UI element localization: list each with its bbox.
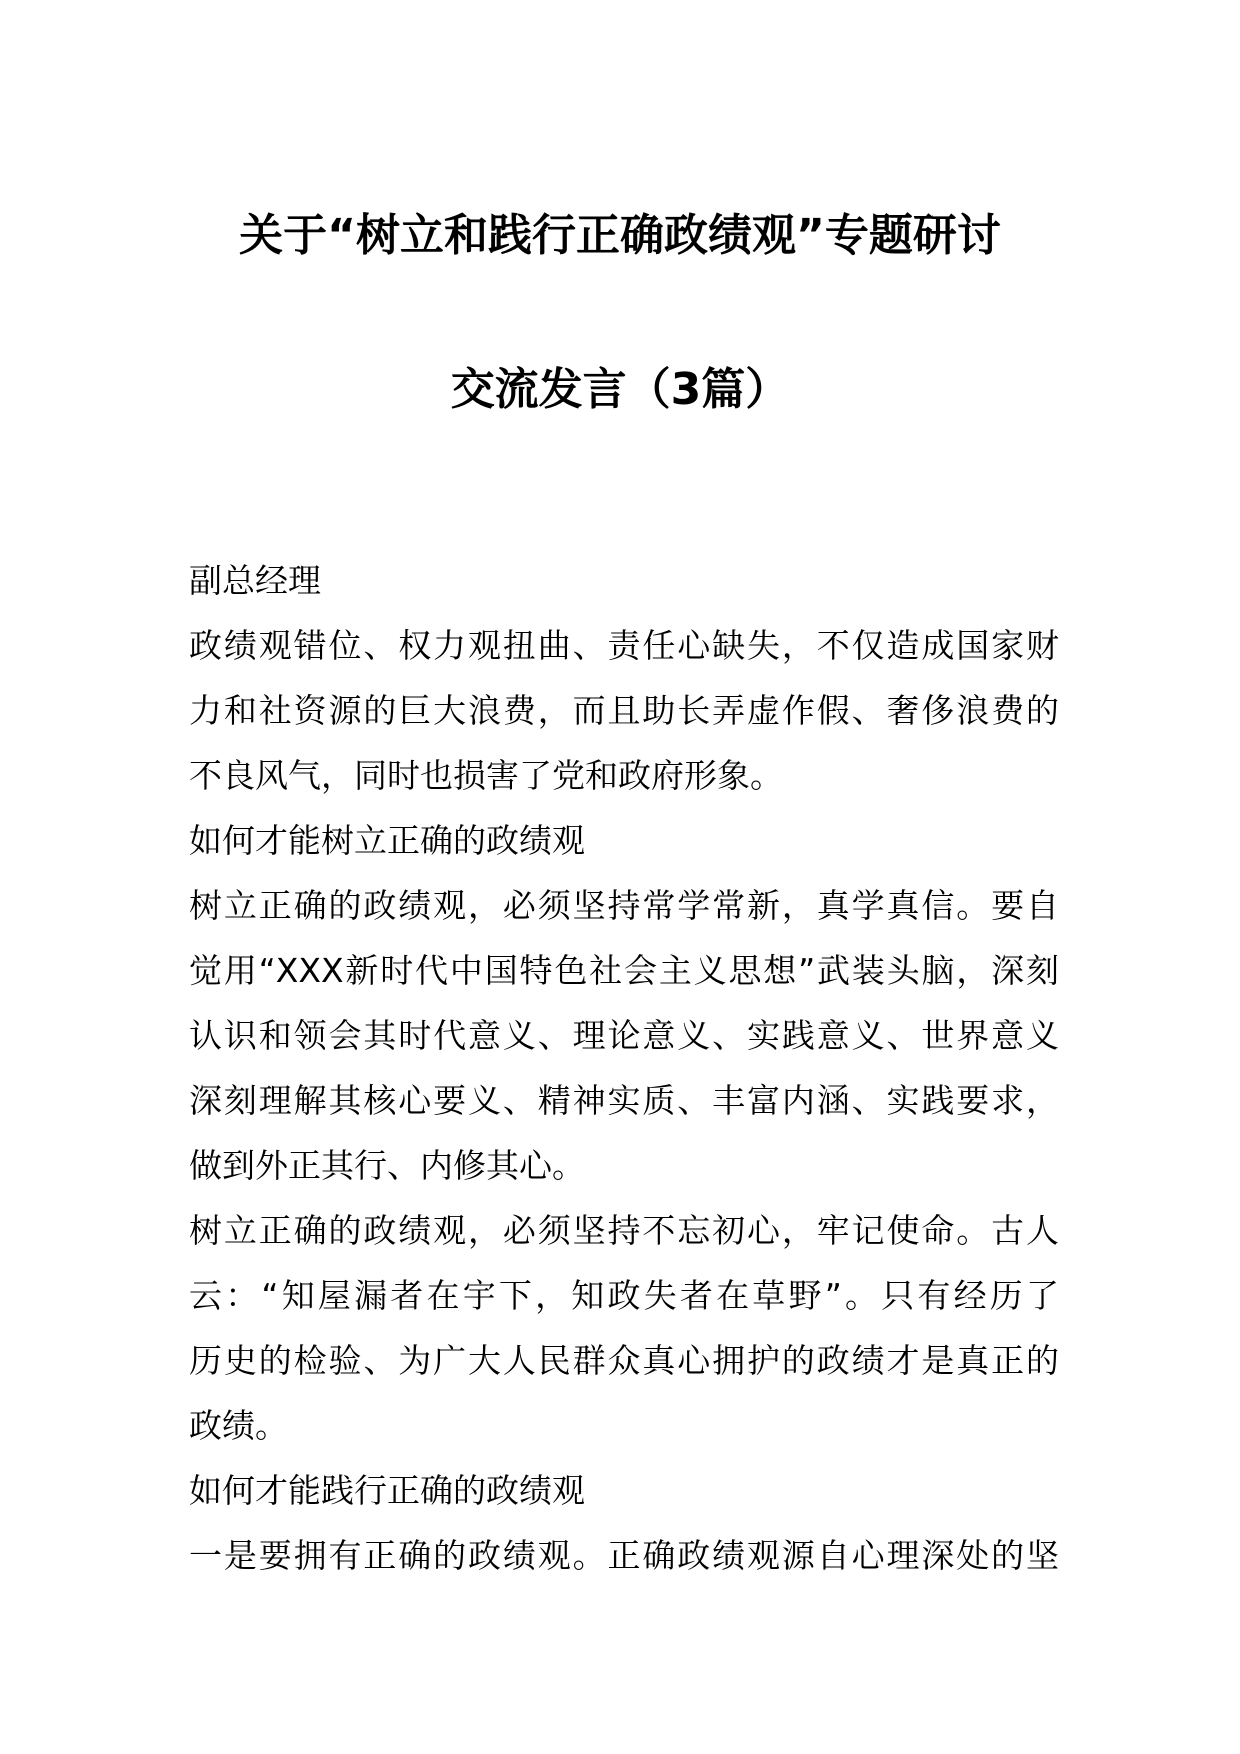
author-role-line: 副总经理 [189, 561, 321, 600]
document-title-line-1: 关于“树立和践行正确政绩观”专题研讨 [239, 210, 1001, 261]
document-title-line-2: 交流发言（3篇） [450, 364, 790, 415]
paragraph-line: 树立正确的政绩观，必须坚持常学常新，真学真信。要自 [189, 886, 1059, 925]
paragraph-line: 云：“知屋漏者在宇下，知政失者在草野”。只有经历了 [189, 1276, 1059, 1315]
paragraph-line: 历史的检验、为广大人民群众真心拥护的政绩才是真正的 [189, 1341, 1059, 1380]
section-heading-line: 如何才能践行正确的政绩观 [189, 1471, 585, 1510]
paragraph-line: 做到外正其行、内修其心。 [189, 1146, 585, 1185]
paragraph-line: 力和社资源的巨大浪费，而且助长弄虚作假、奢侈浪费的 [189, 691, 1059, 730]
paragraph-line: 认识和领会其时代意义、理论意义、实践意义、世界意义 [189, 1016, 1059, 1055]
paragraph-line: 政绩观错位、权力观扭曲、责任心缺失，不仅造成国家财 [189, 626, 1059, 665]
document-body [189, 548, 1059, 1588]
paragraph-line: 树立正确的政绩观，必须坚持不忘初心，牢记使命。古人 [189, 1211, 1059, 1250]
paragraph-line: 深刻理解其核心要义、精神实质、丰富内涵、实践要求， [189, 1081, 1059, 1120]
paragraph-line: 政绩。 [189, 1406, 288, 1445]
paragraph-line: 一是要拥有正确的政绩观。正确政绩观源自心理深处的坚 [189, 1536, 1059, 1575]
paragraph-line: 不良风气，同时也损害了党和政府形象。 [189, 756, 783, 795]
paragraph-line: 觉用“XXX新时代中国特色社会主义思想”武装头脑，深刻 [189, 951, 1059, 990]
section-heading-line: 如何才能树立正确的政绩观 [189, 821, 585, 860]
